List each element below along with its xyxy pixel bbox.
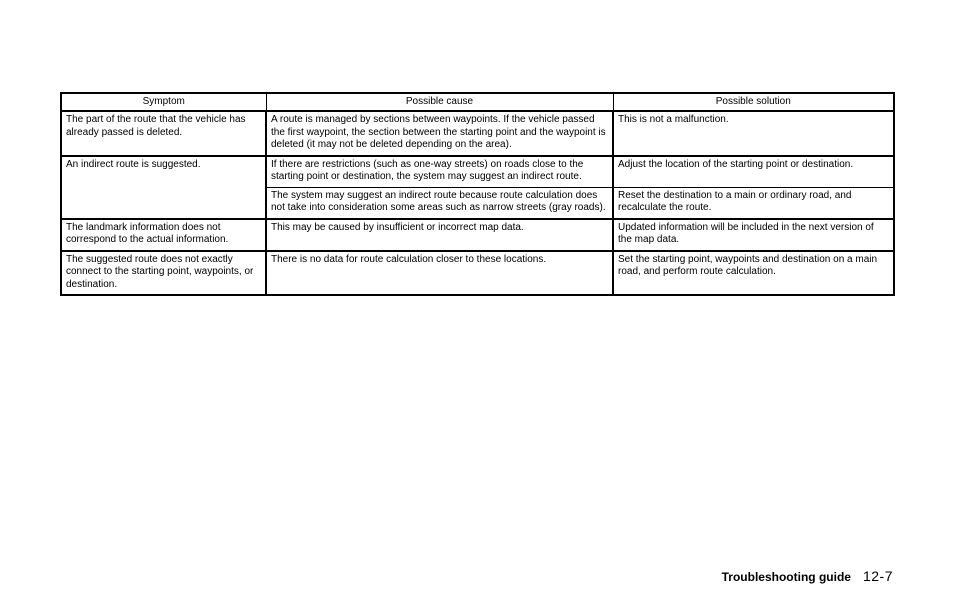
cause-cell: There is no data for route calculation closer to these locations.: [266, 251, 613, 296]
solution-cell: This is not a malfunction.: [613, 111, 894, 156]
troubleshooting-table: [60, 92, 895, 296]
header-symptom: Symptom: [61, 93, 266, 111]
solution-cell: Reset the destination to a main or ordinary road, and recalculate the route.: [613, 187, 894, 219]
cause-cell: This may be caused by insufficient or incorrect map data.: [266, 219, 613, 251]
symptom-cell: The suggested route does not exactly connect to the starting point, waypoints, or destination.: [61, 251, 266, 296]
header-possible-cause: Possible cause: [266, 93, 613, 111]
symptom-cell: An indirect route is suggested.: [61, 156, 266, 219]
section-title: Troubleshooting guide: [721, 570, 851, 584]
page-footer: [722, 568, 893, 584]
symptom-cell: The part of the route that the vehicle has already passed is deleted.: [61, 111, 266, 156]
symptom-cell: The landmark information does not correspond to the actual information.: [61, 219, 266, 251]
page-number: 12-7: [862, 568, 893, 584]
table-row: [61, 156, 894, 188]
cause-cell: If there are restrictions (such as one-way streets) on roads close to the starting point or destination, the system may suggest an indirect route.: [266, 156, 613, 188]
cause-cell: A route is managed by sections between waypoints. If the vehicle passed the first waypoint, the section between the starting point and the waypoint is deleted (it may not be deleted depending on the area).: [266, 111, 613, 156]
table-row: [61, 219, 894, 251]
header-possible-solution: Possible solution: [613, 93, 894, 111]
cause-cell: The system may suggest an indirect route because route calculation does not take into consideration some areas such as narrow streets (gray roads).: [266, 187, 613, 219]
solution-cell: Adjust the location of the starting point or destination.: [613, 156, 894, 188]
table-row: [61, 111, 894, 156]
solution-cell: Updated information will be included in the next version of the map data.: [613, 219, 894, 251]
solution-cell: Set the starting point, waypoints and destination on a main road, and perform route calculation.: [613, 251, 894, 296]
table-row: [61, 251, 894, 296]
table-header-row: [61, 93, 894, 111]
